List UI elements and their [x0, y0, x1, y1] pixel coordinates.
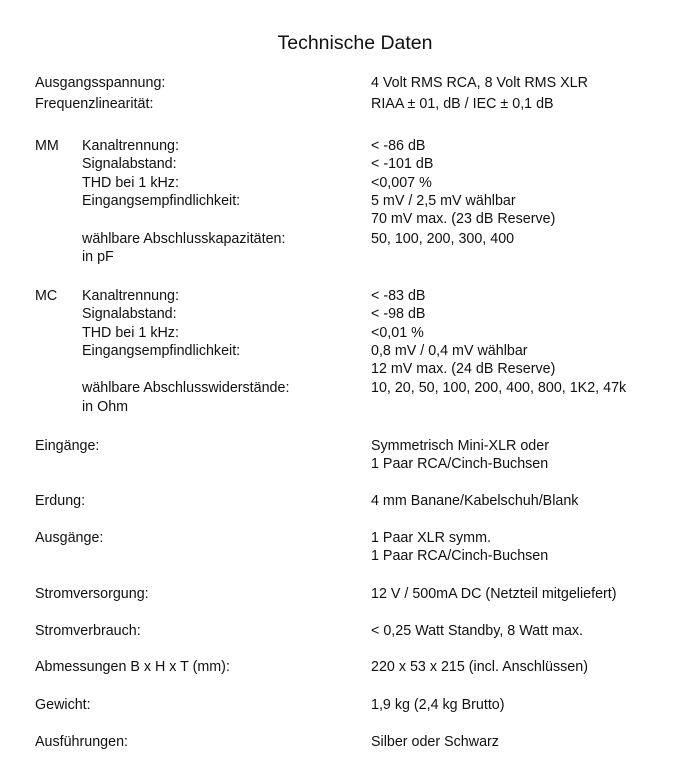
- label-gewicht: Gewicht:: [35, 697, 91, 713]
- mm-label-abschlusskapazitaeten: wählbare Abschlusskapazitäten:: [82, 231, 286, 247]
- label-eingaenge: Eingänge:: [35, 438, 100, 454]
- mm-value-abschlusskapazitaeten: 50, 100, 200, 300, 400: [371, 231, 515, 247]
- mc-value-eingangsempfindlichkeit-max: 12 mV max. (24 dB Reserve): [371, 361, 556, 377]
- mc-value-kanaltrennung: < -83 dB: [371, 288, 426, 304]
- label-ausgaenge: Ausgänge:: [35, 530, 104, 546]
- value-ausfuehrungen: Silber oder Schwarz: [371, 734, 499, 750]
- mm-value-eingangsempfindlichkeit-max: 70 mV max. (23 dB Reserve): [371, 211, 556, 227]
- mm-label-kanaltrennung: Kanaltrennung:: [82, 138, 179, 154]
- value-eingaenge-2: 1 Paar RCA/Cinch-Buchsen: [371, 456, 549, 472]
- label-stromversorgung: Stromversorgung:: [35, 586, 149, 602]
- label-stromverbrauch: Stromverbrauch:: [35, 623, 141, 639]
- label-erdung: Erdung:: [35, 493, 86, 509]
- value-stromversorgung: 12 V / 500mA DC (Netzteil mitgeliefert): [371, 586, 617, 602]
- mc-value-abschlusswiderstaende: 10, 20, 50, 100, 200, 400, 800, 1K2, 47k: [371, 380, 627, 396]
- mm-label-eingangsempfindlichkeit: Eingangsempfindlichkeit:: [82, 193, 241, 209]
- page-title: Technische Daten: [277, 32, 433, 54]
- label-abmessungen: Abmessungen B x H x T (mm):: [35, 659, 230, 675]
- value-erdung: 4 mm Banane/Kabelschuh/Blank: [371, 493, 579, 509]
- mm-value-eingangsempfindlichkeit: 5 mV / 2,5 mV wählbar: [371, 193, 516, 209]
- mc-label-thd: THD bei 1 kHz:: [82, 325, 179, 341]
- value-gewicht: 1,9 kg (2,4 kg Brutto): [371, 697, 505, 713]
- value-abmessungen: 220 x 53 x 215 (incl. Anschlüssen): [371, 659, 588, 675]
- mc-value-signalabstand: < -98 dB: [371, 306, 426, 322]
- label-frequenzlinearitaet: Frequenzlinearität:: [35, 96, 154, 112]
- section-mm: MM: [35, 138, 59, 154]
- mc-label-signalabstand: Signalabstand:: [82, 306, 177, 322]
- value-ausgaenge: 1 Paar XLR symm.: [371, 530, 491, 546]
- label-ausgangsspannung: Ausgangsspannung:: [35, 75, 166, 91]
- mm-label-abschlusskapazitaeten-unit: in pF: [82, 249, 114, 265]
- mm-label-thd: THD bei 1 kHz:: [82, 175, 179, 191]
- section-mc: MC: [35, 288, 58, 304]
- mm-value-thd: <0,007 %: [371, 175, 432, 191]
- value-frequenzlinearitaet: RIAA ± 01, dB / IEC ± 0,1 dB: [371, 96, 554, 112]
- label-ausfuehrungen: Ausführungen:: [35, 734, 128, 750]
- mm-value-kanaltrennung: < -86 dB: [371, 138, 426, 154]
- mm-label-signalabstand: Signalabstand:: [82, 156, 177, 172]
- value-eingaenge: Symmetrisch Mini-XLR oder: [371, 438, 549, 454]
- mc-label-eingangsempfindlichkeit: Eingangsempfindlichkeit:: [82, 343, 241, 359]
- mc-value-thd: <0,01 %: [371, 325, 424, 341]
- mc-label-abschlusswiderstaende: wählbare Abschlusswiderstände:: [82, 380, 290, 396]
- mc-label-kanaltrennung: Kanaltrennung:: [82, 288, 179, 304]
- value-stromverbrauch: < 0,25 Watt Standby, 8 Watt max.: [371, 623, 584, 639]
- value-ausgaenge-2: 1 Paar RCA/Cinch-Buchsen: [371, 548, 549, 564]
- mc-label-abschlusswiderstaende-unit: in Ohm: [82, 399, 129, 415]
- mm-value-signalabstand: < -101 dB: [371, 156, 434, 172]
- mc-value-eingangsempfindlichkeit: 0,8 mV / 0,4 mV wählbar: [371, 343, 528, 359]
- value-ausgangsspannung: 4 Volt RMS RCA, 8 Volt RMS XLR: [371, 75, 588, 91]
